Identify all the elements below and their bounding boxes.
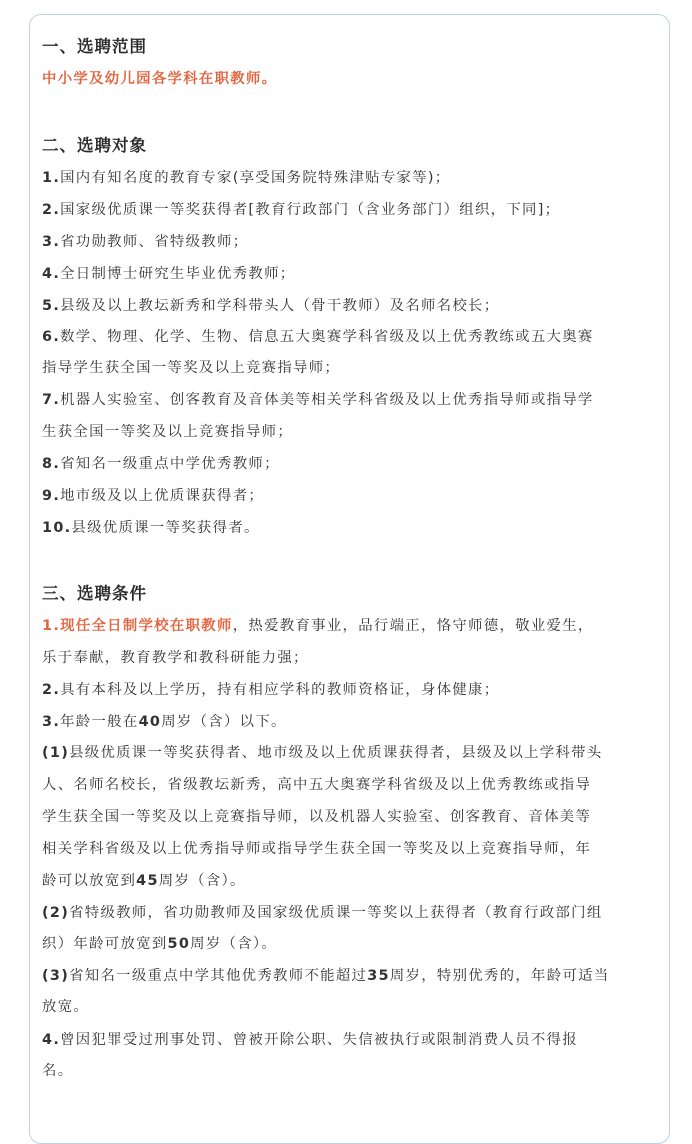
condition-4-cont: 名。: [42, 1063, 74, 1079]
target-item-7: 7.机器人实验室、创客教育及音体美等相关学科省级及以上优秀指导师或指导学: [42, 392, 594, 408]
section-title-conditions: 三、选聘条件: [42, 584, 147, 603]
target-item-6-cont: 指导学生获全国一等奖及以上竞赛指导师；: [42, 360, 341, 376]
condition-3-sub-2: (2)省特级教师，省功勋教师及国家级优质课一等奖以上获得者（教育行政部门组: [42, 905, 603, 921]
condition-3-sub-1: (1)县级优质课一等奖获得者、地市级及以上优质课获得者，县级及以上学科带头: [42, 745, 603, 761]
target-item-6: 6.数学、物理、化学、生物、信息五大奥赛学科省级及以上优秀教练或五大奥赛: [42, 329, 594, 345]
scope-text: 中小学及幼儿园各学科在职教师。: [42, 71, 278, 87]
content-card: [29, 14, 670, 1144]
condition-2: 2.具有本科及以上学历，持有相应学科的教师资格证，身体健康；: [42, 682, 500, 698]
condition-3-sub-3-cont: 放宽。: [42, 999, 90, 1015]
condition-4: 4.曾因犯罪受过刑事处罚、曾被开除公职、失信被执行或限制消费人员不得报: [42, 1032, 578, 1048]
condition-3-sub-1-cont-1: 人、名师名校长，省级教坛新秀，高中五大奥赛学科省级及以上优秀教练或指导: [42, 777, 592, 793]
condition-1: 1.现任全日制学校在职教师，热爱教育事业，品行端正，恪守师德，敬业爱生，: [42, 618, 594, 634]
target-item-1: 1.国内有知名度的教育专家(享受国务院特殊津贴专家等)；: [42, 170, 451, 186]
target-item-4: 4.全日制博士研究生毕业优秀教师；: [42, 266, 296, 282]
target-item-9: 9.地市级及以上优质课获得者；: [42, 488, 265, 504]
condition-3: 3.年龄一般在40周岁（含）以下。: [42, 714, 287, 730]
section-title-targets: 二、选聘对象: [42, 136, 147, 155]
condition-3-sub-1-cont-2: 学生获全国一等奖及以上竞赛指导师，以及机器人实验室、创客教育、音体美等: [42, 809, 592, 825]
condition-3-sub-1-cont-4: 龄可以放宽到45周岁（含）。: [42, 873, 246, 889]
target-item-10: 10.县级优质课一等奖获得者。: [42, 520, 260, 536]
target-item-2: 2.国家级优质课一等奖获得者[教育行政部门（含业务部门）组织，下同]；: [42, 202, 561, 218]
condition-3-sub-2-cont: 织）年龄可放宽到50周岁（含）。: [42, 936, 278, 952]
target-item-3: 3.省功勋教师、省特级教师；: [42, 234, 249, 250]
section-title-scope: 一、选聘范围: [42, 37, 147, 56]
condition-3-sub-1-cont-3: 相关学科省级及以上优秀指导师或指导学生获全国一等奖及以上竞赛指导师，年: [42, 841, 592, 857]
target-item-8: 8.省知名一级重点中学优秀教师；: [42, 456, 280, 472]
target-item-5: 5.县级及以上教坛新秀和学科带头人（骨干教师）及名师名校长；: [42, 298, 500, 314]
target-item-7-cont: 生获全国一等奖及以上竞赛指导师；: [42, 424, 294, 440]
condition-3-sub-3: (3)省知名一级重点中学其他优秀教师不能超过35周岁，特别优秀的，年龄可适当: [42, 968, 610, 984]
condition-1-cont: 乐于奉献，教育教学和教科研能力强；: [42, 650, 309, 666]
